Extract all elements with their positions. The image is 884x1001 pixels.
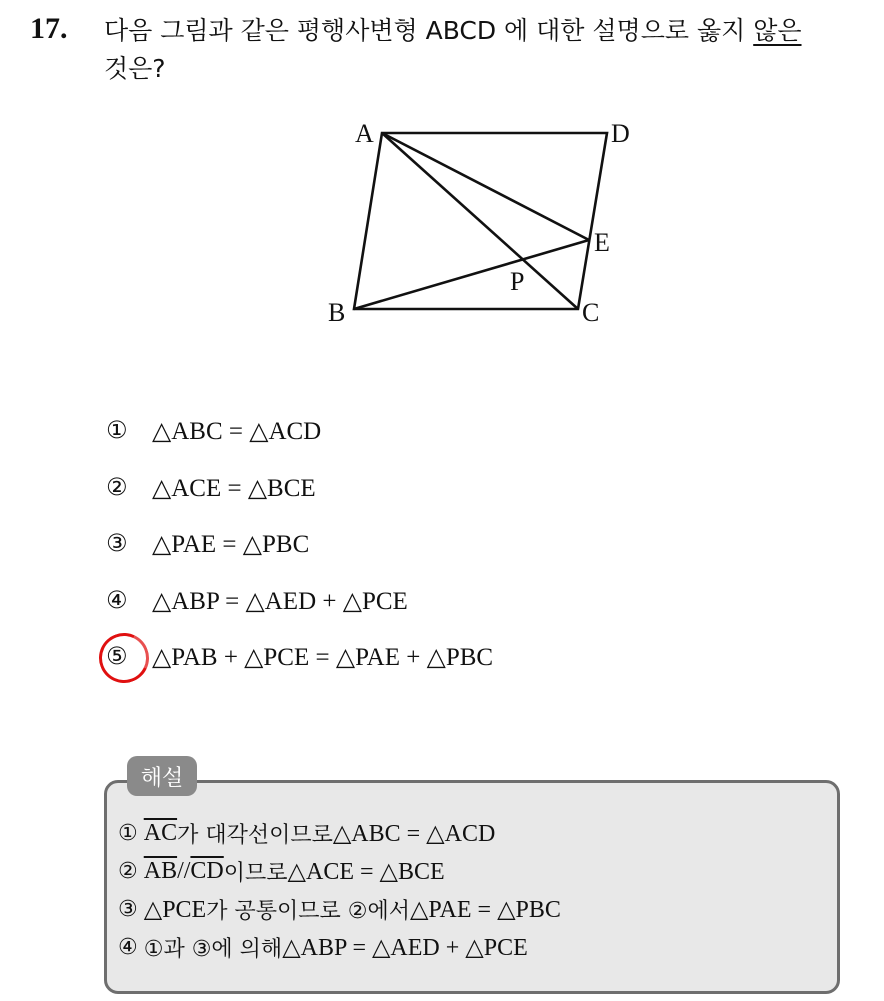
choice-text: △ABP = △AED + △PCE	[152, 587, 408, 615]
choice-text: △ABC = △ACD	[152, 418, 322, 445]
answer-choices	[106, 416, 493, 699]
line-number: ③	[118, 896, 138, 922]
explanation-line-4	[118, 928, 561, 966]
question-text-main: 다음 그림과 같은 평행사변형 ABCD 에 대한 설명으로 옳지	[104, 16, 754, 45]
parallelogram-figure	[320, 110, 650, 340]
label-b: B	[328, 298, 346, 327]
choice-1[interactable]	[106, 416, 493, 473]
choice-text: △PAE = △PBC	[152, 531, 310, 558]
segment-cd-text: $\overline{CD}$	[190, 857, 224, 884]
explanation-title: 해설	[127, 756, 197, 796]
question-text-underlined: 않은	[753, 16, 802, 45]
explanation-lines	[118, 814, 561, 966]
question-number: 17.	[30, 12, 68, 45]
segment-ac	[382, 133, 578, 309]
choice-number: ①	[106, 416, 128, 444]
segment-ae	[382, 133, 589, 240]
choice-number: ②	[106, 472, 128, 501]
label-e: E	[594, 228, 610, 257]
choice-text: △ACE = △BCE	[152, 474, 316, 502]
label-a: A	[355, 119, 374, 148]
choice-3[interactable]	[106, 529, 493, 586]
math-text: △PAE = △PBC	[409, 896, 561, 923]
korean-text: 가 대각선이므로	[177, 822, 333, 848]
math-text: △ABP = △AED + △PCE	[282, 934, 528, 961]
math-text: △ABC = △ACD	[332, 820, 496, 847]
explanation-line-3	[118, 890, 561, 928]
choice-number	[106, 642, 152, 670]
segment-ab-text: $\overline{AB}$	[143, 857, 178, 884]
label-c: C	[582, 298, 600, 327]
math-text: △PCE	[143, 896, 207, 923]
parallel-symbol: //	[177, 857, 191, 884]
choice-number-glyph: ⑤	[106, 642, 128, 670]
line-number: ④	[118, 934, 138, 960]
korean-text: 가 공통이므로 ②에서	[206, 898, 410, 924]
choice-number: ③	[106, 529, 128, 557]
explanation-line-2	[118, 852, 561, 890]
choice-5[interactable]	[106, 642, 493, 699]
question-text	[104, 12, 864, 88]
choice-text: △PAB + △PCE = △PAE + △PBC	[152, 644, 494, 671]
choice-4[interactable]	[106, 586, 493, 643]
explanation-line-1	[118, 814, 561, 852]
label-p: P	[510, 267, 525, 296]
choice-2[interactable]	[106, 473, 493, 530]
math-text: △ACE = △BCE	[287, 858, 445, 885]
question-text-tail: 것은?	[104, 54, 166, 83]
segment-ac-text: $\overline{AC}$	[143, 819, 178, 846]
segment-be	[354, 240, 589, 309]
label-d: D	[611, 119, 630, 148]
line-number: ①	[118, 820, 138, 846]
korean-text: 이므로	[223, 860, 288, 886]
choice-number: ④	[106, 585, 128, 614]
korean-text: ①과 ③에 의해	[143, 936, 283, 962]
line-number: ②	[118, 858, 138, 884]
